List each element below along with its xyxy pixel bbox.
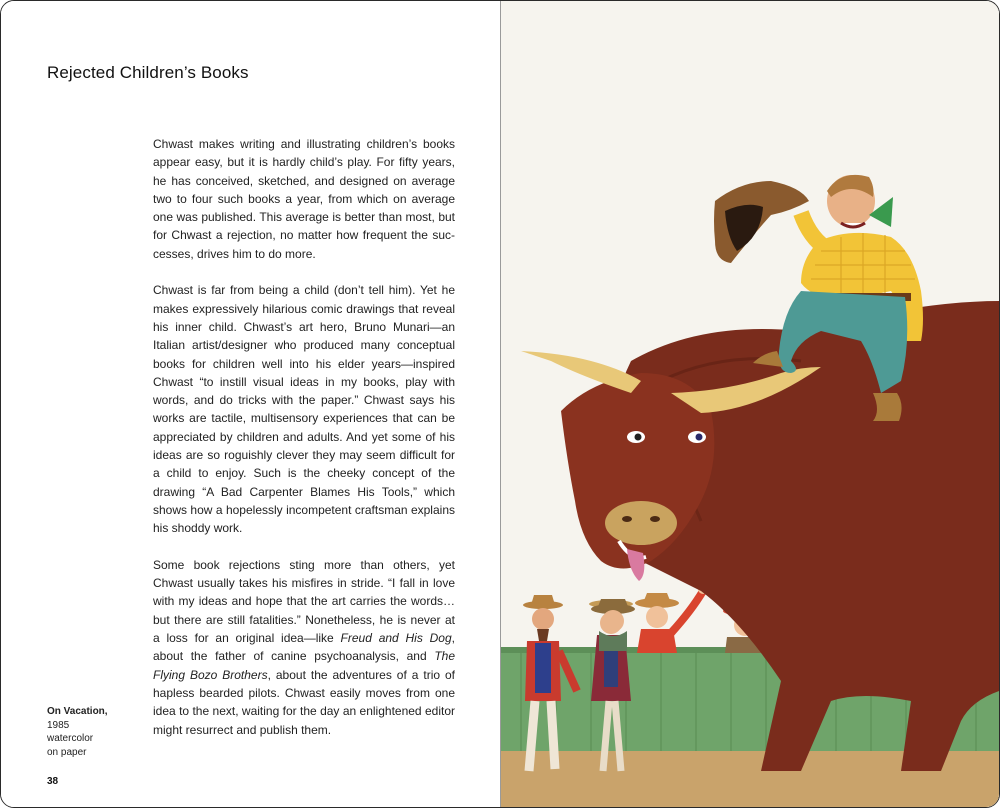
paragraph-3-part-2: , about the father of canine psychoanalysis, and bbox=[153, 631, 455, 664]
page-number: 38 bbox=[47, 776, 59, 787]
caption-medium-1: watercolor bbox=[47, 733, 94, 744]
book-title-freud: Freud and His Dog bbox=[340, 631, 452, 646]
caption-title: On Vacation, bbox=[47, 706, 108, 717]
body-text bbox=[153, 135, 455, 757]
book-title-bozo: The Flying Bozo Brothers bbox=[153, 649, 455, 682]
caption-medium-2: on paper bbox=[47, 746, 87, 758]
paragraph-3-part-3: , about the adventures of a trio of hapless bearded pilots. Chwast easily moves from one idea to the next, waiting for the day an enlightened editor might resurrect and publish them. bbox=[153, 667, 455, 737]
paragraph-2: Chwast is far from being a child (don’t tell him). Yet he makes expressively hilarious comic drawings that reveal his inner child. Chwast’s art hero, Bruno Munari—an Italian artist/designer who produced many conceptual books for children well into his elder years—inspired Chwast “to instill visual ideas in my books, play with words, and do tricks with the paper.” Chwast says his works are tactile, multisensory experiences that can be appreciated by children and adults. And yet some of his ideas are so roguishly clever they may seem difficult for a child to enjoy. Such is the cheeky concept of the drawing “A Bad Carpenter Blames His Tools,” which shows how a hopelessly incompetent craftsman explains his shoddy work. bbox=[153, 283, 455, 536]
rodeo-illustration bbox=[501, 1, 999, 807]
page-title: Rejected Children’s Books bbox=[47, 63, 249, 82]
left-page bbox=[1, 1, 500, 807]
caption-year: 1985 bbox=[47, 719, 70, 731]
paragraph-3 bbox=[153, 556, 455, 739]
right-page bbox=[501, 1, 999, 807]
illustration-caption bbox=[47, 705, 108, 759]
paragraph-3-part-1: Some book rejections sting more than others, yet Chwast usually takes his misfires in stride. “I fall in love with my ideas and hope that the art carries the words… but there are still fatalities.” Nonetheless, he is never at a loss for an original idea—like bbox=[153, 557, 455, 646]
paragraph-1: Chwast makes writing and illustrating children’s books appear easy, but it is hardly child’s play. For fifty years, he has conceived, sketched, and designed on average two to four such books a year, from which on average one was published. This average is better than most, but for Chwast a rejection, no matter how frequent the suc-cesses, drives him to do more. bbox=[153, 137, 455, 261]
